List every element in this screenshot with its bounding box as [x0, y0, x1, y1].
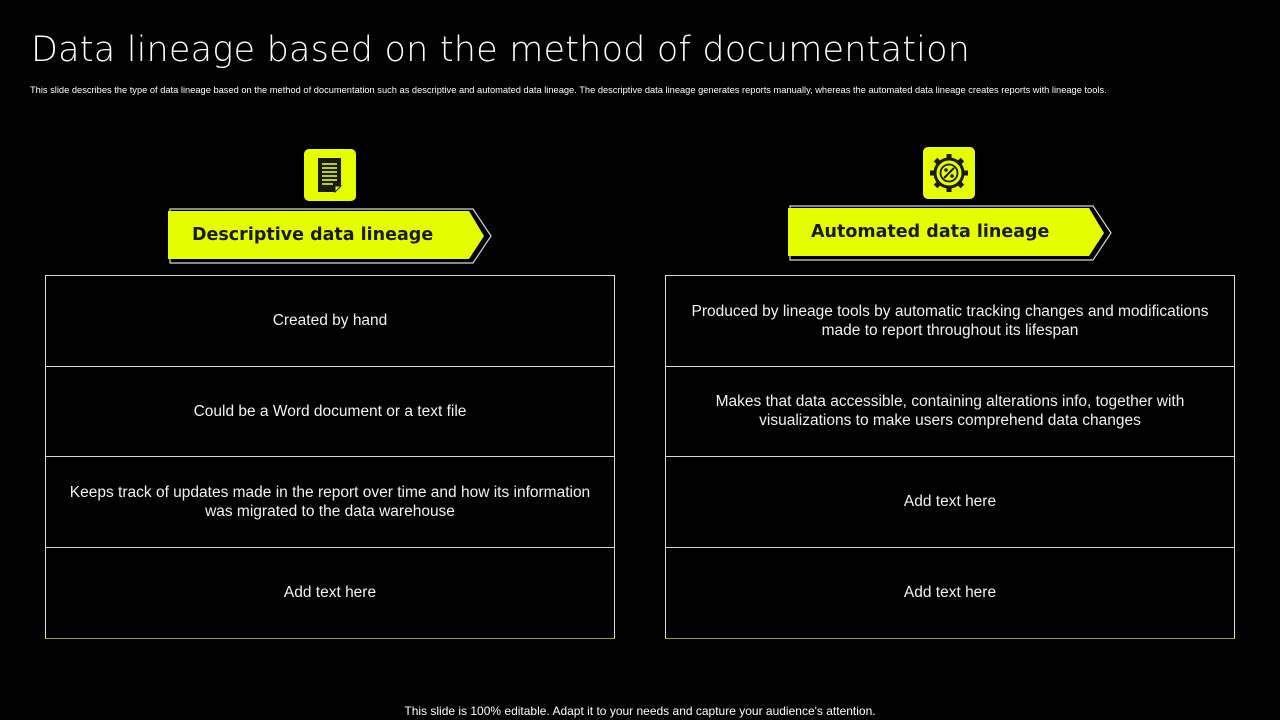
- automated-lineage-banner: [788, 204, 1113, 260]
- table-row: Add text here: [666, 457, 1234, 548]
- table-row: Could be a Word document or a text file: [46, 367, 614, 458]
- page-title: Data lineage based on the method of documentation: [31, 30, 971, 70]
- gear-automation-icon: [923, 147, 975, 199]
- table-row: Add text here: [283, 584, 377, 602]
- table-row: Add text here: [903, 584, 997, 602]
- document-icon: [304, 149, 356, 201]
- table-row: Keeps track of updates made in the report over time and how its information was migrated to the data warehouse: [46, 457, 614, 548]
- descriptive-lineage-table: [45, 275, 615, 639]
- descriptive-lineage-heading: Descriptive data lineage: [192, 225, 434, 245]
- footer-note: This slide is 100% editable. Adapt it to your needs and capture your audience's attention.: [404, 704, 876, 718]
- automated-lineage-heading: Automated data lineage: [811, 222, 1050, 242]
- table-row: Makes that data accessible, containing alterations info, together with visualizations to make users comprehend data changes: [666, 367, 1234, 458]
- table-row: Created by hand: [46, 276, 614, 367]
- table-row: Produced by lineage tools by automatic tracking changes and modifications made to report throughout its lifespan: [666, 276, 1234, 367]
- descriptive-lineage-banner: [168, 207, 493, 263]
- page-subtitle: This slide describes the type of data lineage based on the method of documentation such as descriptive and automated data lineage. The descriptive data lineage generates reports manually, whereas the automated data lineage creates reports with lineage tools.: [30, 85, 1107, 95]
- automated-lineage-table: [665, 275, 1235, 639]
